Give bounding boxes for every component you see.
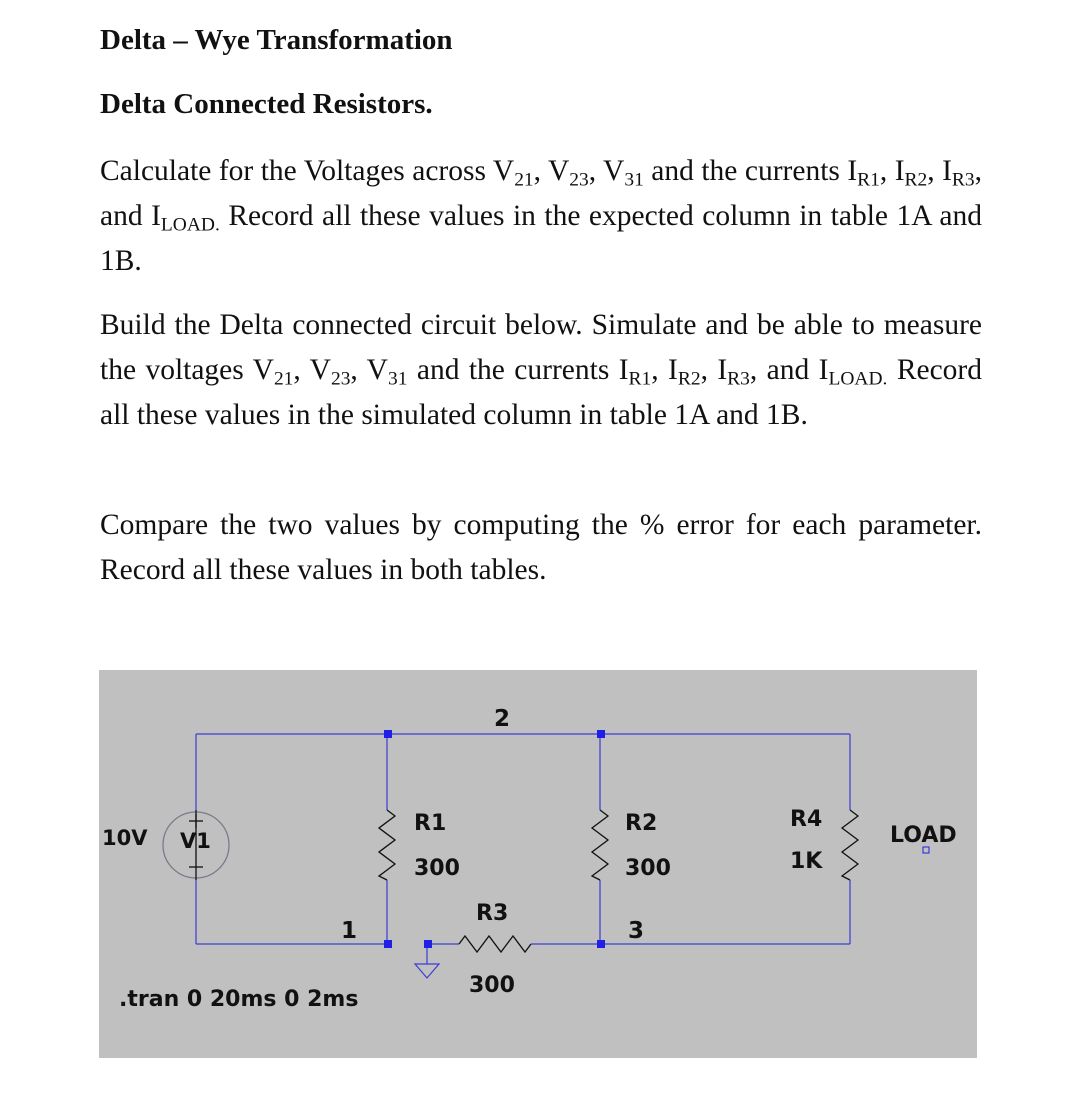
r2-value: 300 [625,856,671,881]
r3-name: R3 [476,901,509,926]
junction-node3 [597,940,605,948]
junction-r1-top [384,730,392,738]
node-label-3: 3 [628,918,645,944]
paragraph-build: Build the Delta connected circuit below. Simulate and be able to measure the voltages $V_{21}$, $V_{23}$, $V_{31}$ and the currents $I_{R1}$, $I_{R2}$, $I_{R3}$, and $I_{LOAD.}$ Record all these values in the simulated column in table 1A and 1B. [100,309,983,431]
r4-name: R4 [790,807,823,832]
ground-icon [415,964,439,978]
section-heading: Delta Connected Resistors. [100,88,433,120]
schematic-canvas [99,670,977,1058]
paragraph-calculate: Calculate for the Voltages across $V_{21}$, $V_{23}$, $V_{31}$ and the currents $I_{R1}$, $I_{R2}$, $I_{R3}$, and $I_{LOAD.}$ Record all these values in the expected column in table 1A and 1B. [100,155,982,277]
junction-r2-top [597,730,605,738]
resistor-r4 [842,810,858,880]
r1-value: 300 [414,856,460,881]
junction-node1 [384,940,392,948]
circuit-schematic [99,670,977,1058]
resistor-r1 [379,810,395,880]
resistor-r2 [592,810,608,880]
resistor-r3 [459,936,531,952]
resistor-bodies [379,810,858,952]
source-value: 10V [102,826,148,850]
junction-ground [424,940,432,948]
r1-name: R1 [414,811,447,836]
paragraph-compare: Compare the two values by computing the % error for each parameter. Record all these values in both tables. [100,509,982,586]
r4-value: 1K [790,849,823,874]
spice-directive: .tran 0 20ms 0 2ms [119,987,359,1012]
source-name: V1 [180,829,211,853]
wires [196,734,850,964]
r3-value: 300 [469,973,515,998]
load-label: LOAD [890,823,957,848]
node-label-1: 1 [341,918,358,944]
page-title: Delta – Wye Transformation [100,24,453,56]
node-label-2: 2 [494,706,511,732]
r2-name: R2 [625,811,658,836]
